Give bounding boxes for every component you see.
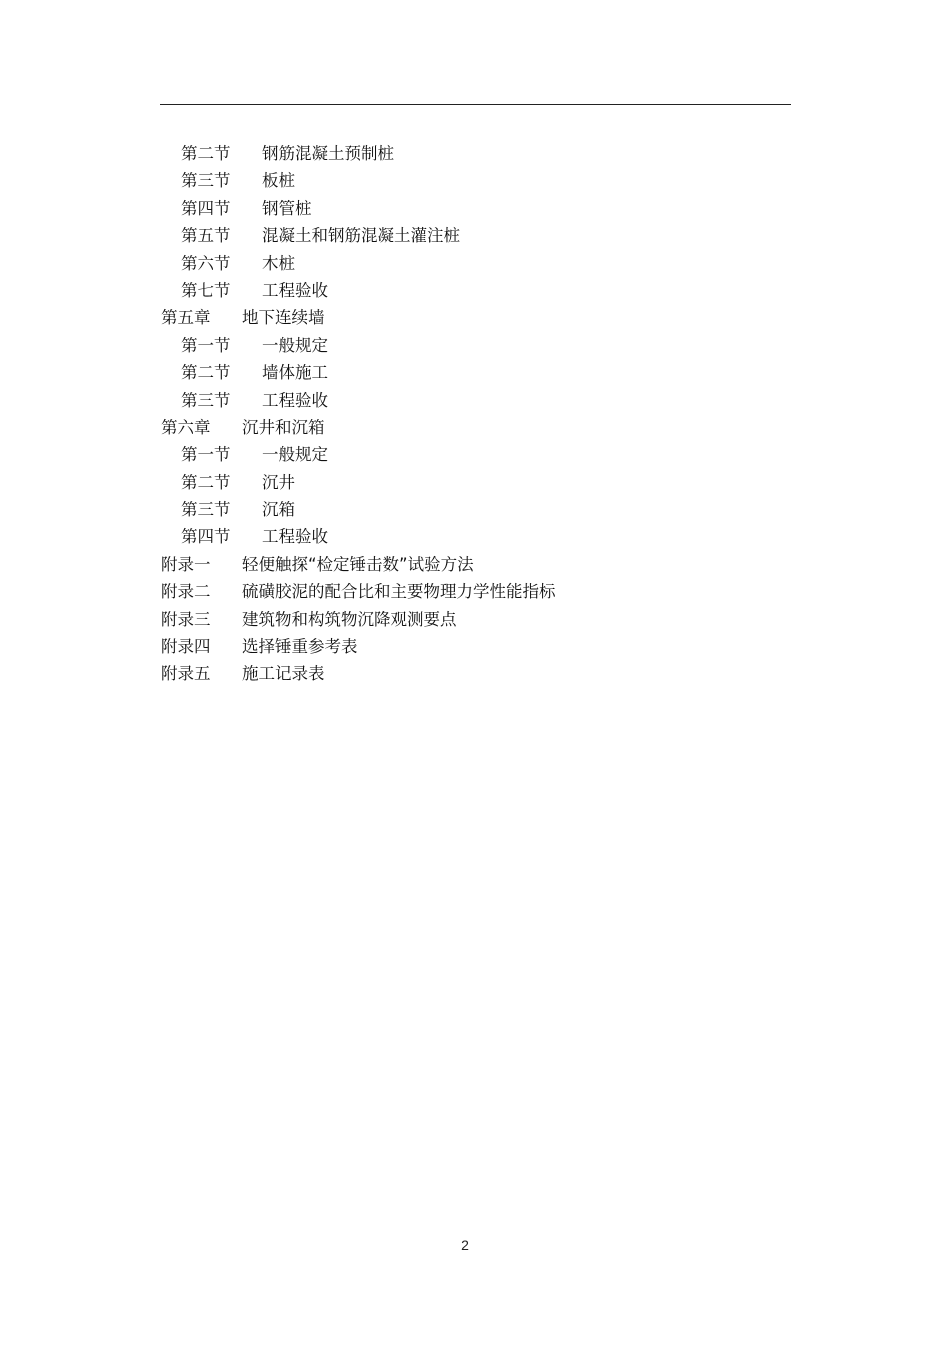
toc-entry-title: 施工记录表: [242, 664, 325, 684]
toc-entry-label: 第四节: [181, 527, 231, 547]
toc-entry-title: 工程验收: [262, 390, 328, 410]
toc-entry-label: 第三节: [181, 500, 231, 520]
toc-entry-label: 第一节: [181, 445, 231, 465]
toc-entry-label: 第五章: [161, 308, 211, 328]
toc-entry-label: 附录四: [161, 637, 211, 657]
toc-entry-title: 沉井: [262, 472, 295, 492]
toc-section-entry: [0, 140, 950, 167]
toc-entry-title: 轻便触探“检定锤击数”试验方法: [242, 554, 474, 574]
toc-entry-title: 板桩: [262, 171, 295, 191]
toc-entry-label: 第三节: [181, 390, 231, 410]
toc-section-entry: [0, 523, 950, 550]
toc-entry-title: 建筑物和构筑物沉降观测要点: [242, 609, 457, 629]
toc-section-entry: [0, 359, 950, 386]
toc-entry-title: 混凝土和钢筋混凝土灌注桩: [262, 226, 460, 246]
toc-entry-title: 工程验收: [262, 527, 328, 547]
toc-entry-title: 硫磺胶泥的配合比和主要物理力学性能指标: [242, 582, 556, 602]
toc-chapter-entry: [0, 304, 950, 331]
toc-entry-title: 一般规定: [262, 445, 328, 465]
toc-entry-title: 一般规定: [262, 335, 328, 355]
toc-entry-title: 地下连续墙: [242, 308, 325, 328]
toc-section-entry: [0, 222, 950, 249]
toc-chapter-entry: [0, 633, 950, 660]
toc-entry-title: 工程验收: [262, 280, 328, 300]
toc-chapter-entry: [0, 606, 950, 633]
toc-section-entry: [0, 441, 950, 468]
page-number: 2: [461, 1237, 469, 1253]
toc-chapter-entry: [0, 551, 950, 578]
toc-section-entry: [0, 332, 950, 359]
toc-entry-label: 第三节: [181, 171, 231, 191]
header-rule: [160, 104, 791, 105]
toc-entry-label: 第二节: [181, 363, 231, 383]
toc-entry-label: 第二节: [181, 472, 231, 492]
toc-entry-label: 第六章: [161, 417, 211, 437]
toc-section-entry: [0, 250, 950, 277]
toc-section-entry: [0, 496, 950, 523]
toc-entry-label: 第四节: [181, 198, 231, 218]
toc-entry-title: 沉箱: [262, 500, 295, 520]
toc-entry-label: 附录二: [161, 582, 211, 602]
toc-entry-title: 沉井和沉箱: [242, 417, 325, 437]
toc-entry-label: 附录三: [161, 609, 211, 629]
toc-entry-title: 钢管桩: [262, 198, 312, 218]
toc-entry-label: 第七节: [181, 280, 231, 300]
toc-chapter-entry: [0, 660, 950, 687]
toc-entry-label: 附录一: [161, 554, 211, 574]
toc-entry-title: 木桩: [262, 253, 295, 273]
toc-section-entry: [0, 167, 950, 194]
table-of-contents: [0, 140, 950, 688]
toc-entry-title: 选择锤重参考表: [242, 637, 358, 657]
toc-chapter-entry: [0, 578, 950, 605]
toc-entry-label: 第二节: [181, 144, 231, 163]
toc-entry-title: 墙体施工: [262, 363, 328, 383]
toc-section-entry: [0, 387, 950, 414]
toc-section-entry: [0, 195, 950, 222]
toc-entry-label: 附录五: [161, 664, 211, 684]
toc-entry-label: 第五节: [181, 226, 231, 246]
toc-entry-label: 第六节: [181, 253, 231, 273]
toc-entry-title: 钢筋混凝土预制桩: [262, 144, 394, 163]
toc-entry-label: 第一节: [181, 335, 231, 355]
toc-chapter-entry: [0, 414, 950, 441]
toc-section-entry: [0, 469, 950, 496]
toc-section-entry: [0, 277, 950, 304]
